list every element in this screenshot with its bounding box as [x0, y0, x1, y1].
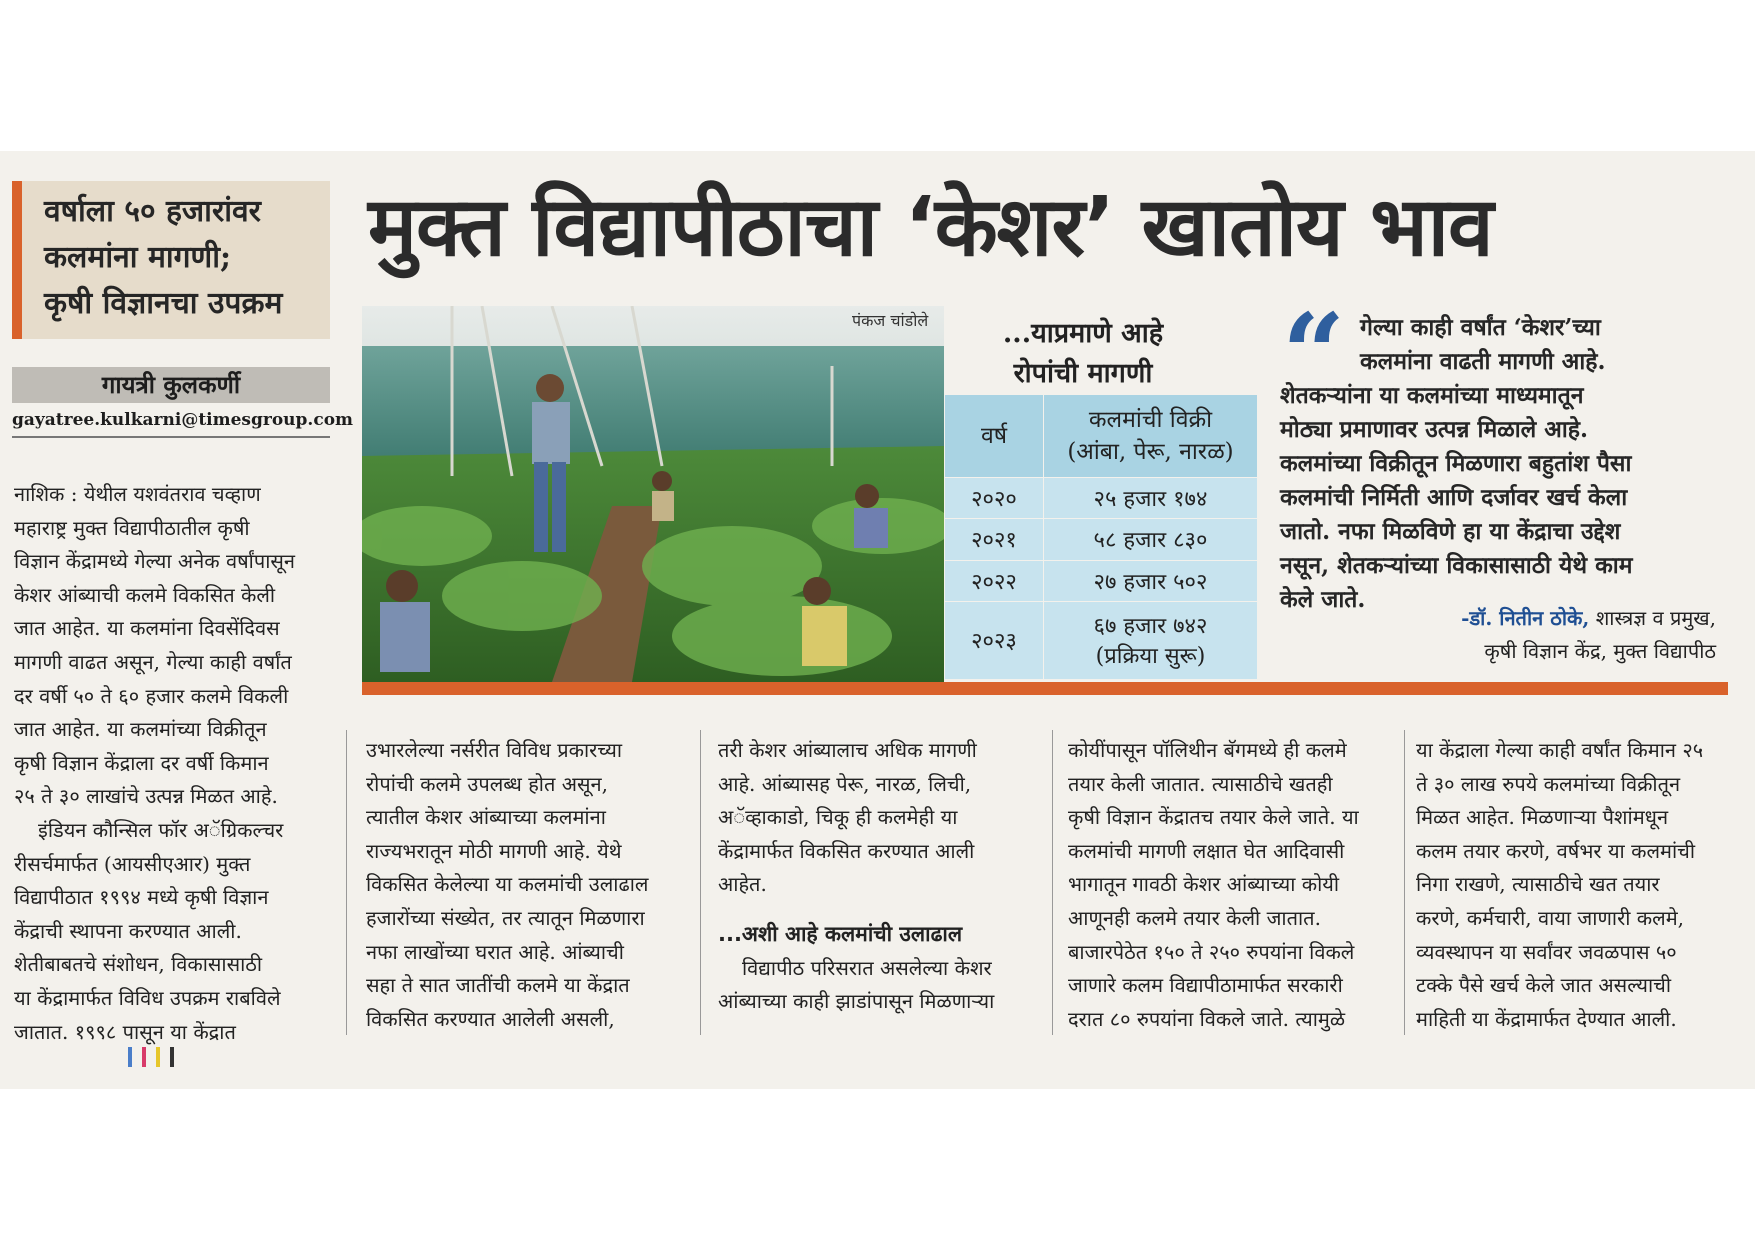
body-line: रोपांची कलमे उपलब्ध होत असून,: [366, 771, 609, 796]
table-title: [960, 314, 1206, 394]
body-line: जात आहेत. या कलमांच्या विक्रीतून: [14, 717, 267, 742]
col-year-header: वर्ष: [945, 395, 1044, 478]
kicker-line: कलमांना मागणी;: [44, 240, 232, 275]
registration-mark: [156, 1047, 160, 1067]
body-line: राज्यभरातून मोठी मागणी आहे. येथे: [366, 838, 622, 863]
pull-quote: [1280, 311, 1728, 617]
table-row: [945, 560, 1258, 601]
body-line: आहे. आंब्यासह पेरू, नारळ, लिची,: [718, 771, 972, 796]
attribution-role: शास्त्रज्ञ व प्रमुख,: [1595, 606, 1716, 630]
body-line: इंडियन कौन्सिल फॉर अॅग्रिकल्चर: [38, 817, 284, 842]
body-column-5: [1416, 734, 1736, 1036]
table-title-line: रोपांची मागणी: [1013, 358, 1153, 389]
quote-mark-icon: “: [1282, 289, 1346, 418]
body-line: रीसर्चमार्फत (आयसीएआर) मुक्त: [14, 851, 251, 876]
sales-cell: ५८ हजार ८३०: [1044, 519, 1258, 560]
body-line: निगा राखणे, त्यासाठीचे खत तयार: [1416, 872, 1660, 897]
body-line: सहा ते सात जातींची कलमे या केंद्रात: [366, 973, 630, 998]
body-line: कृषी विज्ञान केंद्रातच तयार केले जाते. या: [1068, 805, 1359, 830]
quote-line: मोठ्या प्रमाणावर उत्पन्न मिळाले आहे.: [1280, 416, 1589, 443]
body-column-3: [718, 734, 1038, 1019]
headline: मुक्त विद्यापीठाचा ‘केशर’ खातोय भाव: [368, 180, 1493, 275]
kicker-line: वर्षाला ५० हजारांवर: [44, 194, 261, 229]
body-column-4: [1068, 734, 1394, 1036]
body-column-1: [14, 478, 332, 1049]
body-line: आंब्याच्या काही झाडांपासून मिळणाऱ्या: [718, 989, 995, 1014]
body-line: उभारलेल्या नर्सरीत विविध प्रकारच्या: [366, 738, 623, 762]
body-line: शेतीबाबतचे संशोधन, विकासासाठी: [14, 952, 263, 977]
body-line: विद्यापीठात १९९४ मध्ये कृषी विज्ञान: [14, 885, 269, 910]
body-line: माहिती या केंद्रामार्फत देण्यात आली.: [1416, 1006, 1677, 1031]
body-line: व्यवस्थापन या सर्वांवर जवळपास ५०: [1416, 939, 1677, 964]
table-row: [945, 519, 1258, 560]
quote-line: कलमांना वाढती मागणी आहे.: [1360, 348, 1606, 375]
column-divider: [346, 730, 347, 1035]
body-line: कोयींपासून पॉलिथीन बॅगमध्ये ही कलमे: [1068, 738, 1347, 762]
quote-line: नसून, शेतकऱ्यांच्या विकासासाठी येथे काम: [1280, 552, 1633, 579]
body-line: २५ ते ३० लाखांचे उत्पन्न मिळत आहे.: [14, 784, 278, 809]
body-line: विद्यापीठ परिसरात असलेल्या केशर: [742, 955, 992, 980]
body-line: विकसित करण्यात आलेली असली,: [366, 1006, 615, 1031]
kicker-box: [12, 181, 330, 339]
body-line: टक्के पैसे खर्च केले जात असल्याची: [1416, 973, 1672, 998]
col-sales-subtitle: (आंबा, पेरू, नारळ): [1067, 439, 1234, 466]
table-header-row: [945, 395, 1258, 478]
body-line: कलमांची मागणी लक्षात घेत आदिवासी: [1068, 838, 1345, 863]
quote-line: केले जाते.: [1280, 586, 1366, 613]
registration-mark: [142, 1047, 146, 1067]
attribution-line-1: [1280, 602, 1716, 635]
table-row: [945, 601, 1258, 679]
attribution-name: -डॉ. नितीन ठोके,: [1461, 606, 1590, 630]
body-line: हजारोंच्या संख्येत, तर त्यातून मिळणारा: [366, 905, 645, 930]
body-line: कलम तयार करणे, वर्षभर या कलमांची: [1416, 838, 1696, 863]
body-line: तरी केशर आंब्यालाच अधिक मागणी: [718, 738, 977, 762]
sales-value: ६७ हजार ७४२: [1093, 614, 1208, 640]
subheading: ...अशी आहे कलमांची उलाढाल: [718, 921, 963, 946]
year-cell: २०२१: [945, 519, 1044, 560]
body-line: केंद्राची स्थापना करण्यात आली.: [14, 918, 242, 943]
column-divider: [1404, 730, 1405, 1035]
table-title-line: ...याप्रमाणे आहे: [1002, 318, 1164, 349]
body-line: दर वर्षी ५० ते ६० हजार कलमे विकली: [14, 683, 289, 708]
print-registration-marks: [128, 1047, 174, 1067]
sales-cell: २७ हजार ५०२: [1044, 560, 1258, 601]
body-line: करणे, कर्मचारी, वाया जाणारी कलमे,: [1416, 905, 1685, 930]
quote-line: गेल्या काही वर्षांत ‘केशर’च्या: [1360, 314, 1601, 341]
body-line: कृषी विज्ञान केंद्राला दर वर्षी किमान: [14, 750, 269, 775]
body-line: जात आहेत. या कलमांना दिवसेंदिवस: [14, 616, 280, 641]
body-line: या केंद्राला गेल्या काही वर्षांत किमान २५: [1416, 738, 1704, 762]
sales-note: (प्रक्रिया सुरू): [1095, 644, 1206, 670]
body-line: जातात. १९९८ पासून या केंद्रात: [14, 1019, 236, 1044]
body-line: तयार केली जातात. त्यासाठीचे खतही: [1068, 771, 1333, 796]
body-line: मिळत आहेत. मिळणाऱ्या पैशांमधून: [1416, 805, 1669, 830]
body-line: नाशिक : येथील यशवंतराव चव्हाण: [14, 482, 261, 506]
body-line: ते ३० लाख रुपये कलमांच्या विक्रीतून: [1416, 771, 1681, 796]
year-cell: २०२२: [945, 560, 1044, 601]
body-column-2: [366, 734, 686, 1036]
col-sales-header: [1044, 395, 1258, 478]
body-line: आहेत.: [718, 872, 767, 897]
body-line: केंद्रामार्फत विकसित करण्यात आली: [718, 838, 975, 863]
year-cell: २०२०: [945, 478, 1044, 519]
quote-line: कलमांच्या विक्रीतून मिळणारा बहुतांश पैसा: [1280, 450, 1632, 477]
byline-author: गायत्री कुलकर्णी: [12, 367, 330, 403]
body-line: बाजारपेठेत १५० ते २५० रुपयांना विकले: [1068, 939, 1355, 964]
quote-line: जातो. नफा मिळविणे हा या केंद्राचा उद्देश: [1280, 518, 1621, 545]
sales-cell: [1044, 601, 1258, 679]
col-sales-title: कलमांची विक्री: [1088, 407, 1213, 434]
body-line: विकसित केलेल्या या कलमांची उलाढाल: [366, 872, 649, 897]
body-line: भागातून गावठी केशर आंब्याच्या कोयी: [1068, 872, 1340, 897]
demand-table: [944, 394, 1258, 680]
body-line: आणूनही कलमे तयार केली जातात.: [1068, 905, 1321, 930]
body-line: जाणारे कलम विद्यापीठामार्फत सरकारी: [1068, 973, 1343, 998]
body-line: महाराष्ट्र मुक्त विद्यापीठातील कृषी: [14, 515, 250, 540]
body-line: दरात ८० रुपयांना विकले जाते. त्यामुळे: [1068, 1006, 1346, 1031]
body-line: त्यातील केशर आंब्याच्या कलमांना: [366, 805, 606, 830]
body-line: अॅव्हाकाडो, चिकू ही कलमेही या: [718, 805, 958, 830]
kicker-line: कृषी विज्ञानचा उपक्रम: [44, 286, 283, 321]
registration-mark: [170, 1047, 174, 1067]
body-line: विज्ञान केंद्रामध्ये गेल्या अनेक वर्षांपासून: [14, 549, 296, 574]
nursery-photo: [362, 306, 944, 682]
byline-email: gayatree.kulkarni@timesgroup.com: [12, 410, 330, 438]
quote-attribution: [1280, 602, 1716, 668]
body-line: या केंद्रामार्फत विविध उपक्रम राबविले: [14, 985, 281, 1010]
column-divider: [700, 730, 701, 1035]
table-row: [945, 478, 1258, 519]
body-line: मागणी वाढत असून, गेल्या काही वर्षांत: [14, 649, 292, 674]
body-line: नफा लाखोंच्या घरात आहे. आंब्याची: [366, 939, 624, 964]
greenhouse-illustration: [362, 306, 944, 682]
quote-line: शेतकऱ्यांना या कलमांच्या माध्यमातून: [1280, 382, 1584, 409]
year-cell: २०२३: [945, 601, 1044, 679]
attribution-org: कृषी विज्ञान केंद्र, मुक्त विद्यापीठ: [1484, 639, 1716, 663]
registration-mark: [128, 1047, 132, 1067]
column-divider: [1052, 730, 1053, 1035]
body-line: केशर आंब्याची कलमे विकसित केली: [14, 582, 276, 607]
photo-credit: पंकज चांडोले: [852, 311, 929, 330]
quote-line: कलमांची निर्मिती आणि दर्जावर खर्च केला: [1280, 484, 1628, 511]
sales-cell: २५ हजार १७४: [1044, 478, 1258, 519]
section-divider: [362, 682, 1728, 695]
